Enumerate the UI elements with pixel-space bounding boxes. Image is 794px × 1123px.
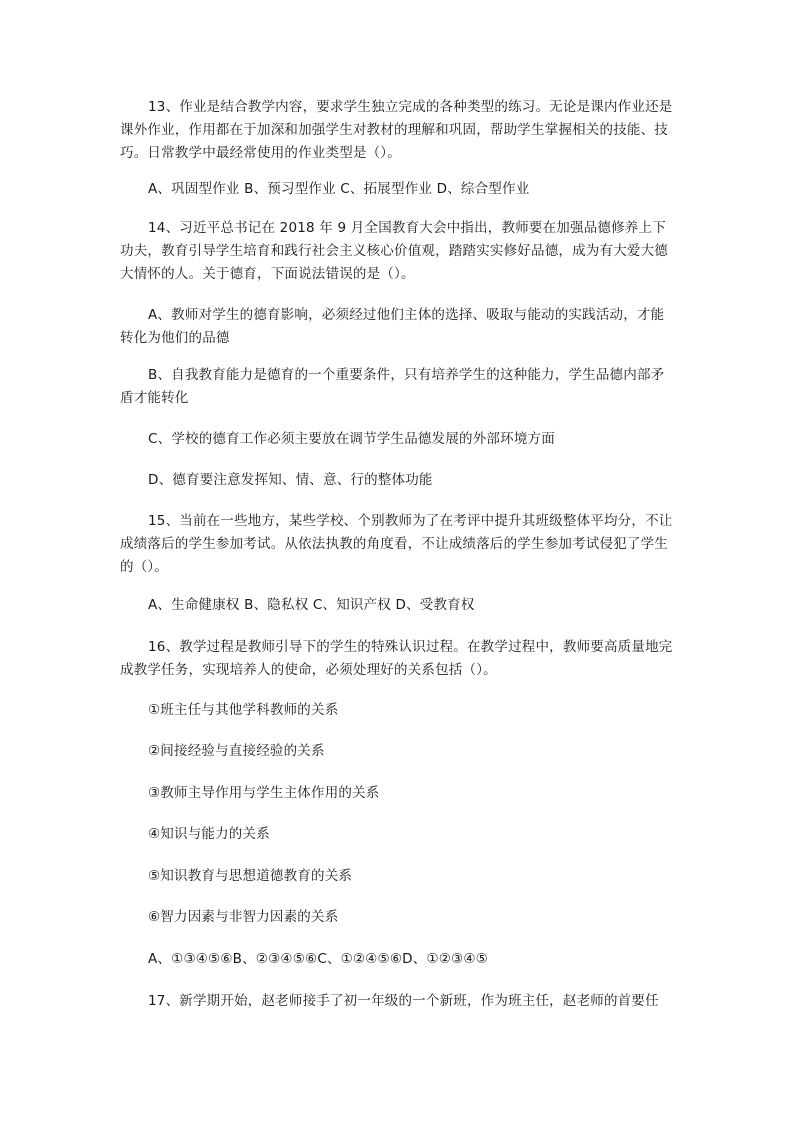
question-16-stem: 16、教学过程是教师引导下的学生的特殊认识过程。在教学过程中，教师要高质量地完成教学任务，实现培养人的使命，必须处理好的关系包括（）。 xyxy=(120,639,673,678)
question-16-item-1: ①班主任与其他学科教师的关系 xyxy=(148,702,339,718)
question-16-options: A、①③④⑤⑥B、②③④⑤⑥C、①②④⑤⑥D、①②③④⑤ xyxy=(148,951,488,967)
question-16-item-5: ⑤知识教育与思想道德教育的关系 xyxy=(148,868,353,884)
question-14-option-c: C、学校的德育工作必须主要放在调节学生品德发展的外部环境方面 xyxy=(148,431,555,447)
question-16-item-6: ⑥智力因素与非智力因素的关系 xyxy=(148,909,339,925)
question-13-options: A、巩固型作业 B、预习型作业 C、拓展型作业 D、综合型作业 xyxy=(148,181,530,197)
question-17-stem: 17、新学期开始，赵老师接手了初一年级的一个新班，作为班主任，赵老师的首要任 xyxy=(148,993,659,1009)
question-16-item-2: ②间接经验与直接经验的关系 xyxy=(148,743,325,759)
question-16-item-4: ④知识与能力的关系 xyxy=(148,826,270,842)
question-15-options: A、生命健康权 B、隐私权 C、知识产权 D、受教育权 xyxy=(148,597,475,613)
question-14-option-b: B、自我教育能力是德育的一个重要条件，只有培养学生的这种能力，学生品德内部矛盾才能转化 xyxy=(120,367,665,406)
question-14-stem: 14、习近平总书记在 2018 年 9 月全国教育大会中指出，教师要在加强品德修养上下功夫，教育引导学生培育和践行社会主义核心价值观，踏踏实实修好品德，成为有大爱大德大情怀的人。关于德育，下面说法错误的是（）。 xyxy=(120,220,668,282)
question-14-option-a: A、教师对学生的德育影响，必须经过他们主体的选择、吸取与能动的实践活动，才能转化为他们的品德 xyxy=(120,307,665,346)
question-14-option-d: D、德育要注意发挥知、情、意、行的整体功能 xyxy=(148,472,433,488)
question-15-stem: 15、当前在一些地方，某些学校、个别教师为了在考评中提升其班级整体平均分，不让成绩落后的学生参加考试。从依法执教的角度看，不让成绩落后的学生参加考试侵犯了学生的（）。 xyxy=(120,513,673,575)
question-13-stem: 13、作业是结合教学内容，要求学生独立完成的各种类型的练习。无论是课内作业还是课外作业，作用都在于加深和加强学生对教材的理解和巩固，帮助学生掌握相关的技能、技巧。日常教学中最经常使用的作业类型是（）。 xyxy=(120,99,673,161)
question-16-item-3: ③教师主导作用与学生主体作用的关系 xyxy=(148,785,380,801)
